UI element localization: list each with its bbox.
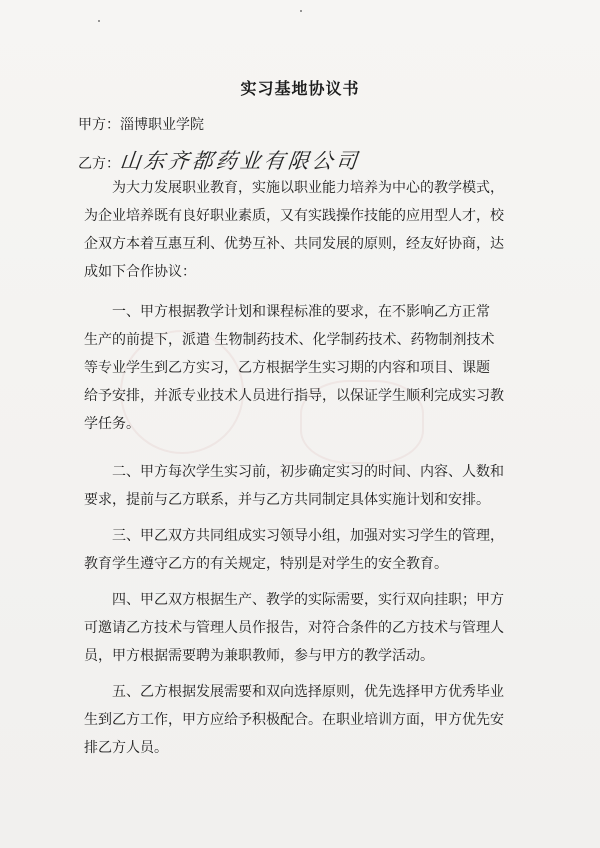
paragraph-line: 五、乙方根据发展需要和双向选择原则，优先选择甲方优秀毕业 [84,684,504,700]
paragraph-clause-3 [84,522,534,578]
paragraph-line: 教育学生遵守乙方的有关规定，特别是对学生的安全教育。 [84,556,448,572]
paragraph-line: 学任务。 [84,416,140,432]
party-b-handwritten-name: 山东齐都药业有限公司 [118,149,362,173]
paragraph-clause-4 [84,586,534,670]
scan-speck [300,10,302,12]
party-b-label: 乙方： [78,156,120,172]
paragraph-line: 为企业培养既有良好职业素质，又有实践操作技能的应用型人才，校 [84,208,504,224]
paragraph-clause-1 [84,298,534,438]
paragraph-line: 等专业学生到乙方实习，乙方根据学生实习期的内容和项目、课题 [84,360,490,376]
paragraph-line: 四、甲乙双方根据生产、教学的实际需要，实行双向挂职；甲方 [84,592,504,608]
scan-speck [98,20,100,22]
paragraph-intro [84,174,534,286]
paragraph-line: 生产的前提下，派遣 生物制药技术、化学制药技术、药物制剂技术 [84,332,495,348]
document-title: 实习基地协议书 [240,79,360,98]
paragraph-line: 要求，提前与乙方联系，并与乙方共同制定具体实施计划和安排。 [84,492,490,508]
party-a-label: 甲方： [78,117,120,133]
paragraph-clause-5 [84,678,534,762]
paragraph-line: 企双方本着互惠互利、优势互补、共同发展的原则，经友好协商，达 [84,236,504,252]
party-a-line [78,114,204,134]
paragraph-line: 成如下合作协议： [84,264,196,280]
paragraph-line: 排乙方人员。 [84,740,168,756]
paragraph-line: 为大力发展职业教育，实施以职业能力培养为中心的教学模式， [84,180,504,196]
paragraph-line: 一、甲方根据教学计划和课程标准的要求，在不影响乙方正常 [84,304,490,320]
party-b-line [78,145,360,175]
paragraph-line: 可邀请乙方技术与管理人员作报告，对符合条件的乙方技术与管理人 [84,620,504,636]
paragraph-line: 二、甲方每次学生实习前，初步确定实习的时间、内容、人数和 [84,464,504,480]
party-a-name: 淄博职业学院 [120,117,204,133]
paragraph-line: 员，甲方根据需要聘为兼职教师，参与甲方的教学活动。 [84,648,434,664]
paragraph-line: 生到乙方工作，甲方应给予积极配合。在职业培训方面，甲方优先安 [84,712,504,728]
paragraph-line: 三、甲乙双方共同组成实习领导小组，加强对实习学生的管理， [84,528,504,544]
paragraph-clause-2 [84,458,534,514]
paragraph-line: 给予安排，并派专业技术人员进行指导，以保证学生顺利完成实习教 [84,388,504,404]
